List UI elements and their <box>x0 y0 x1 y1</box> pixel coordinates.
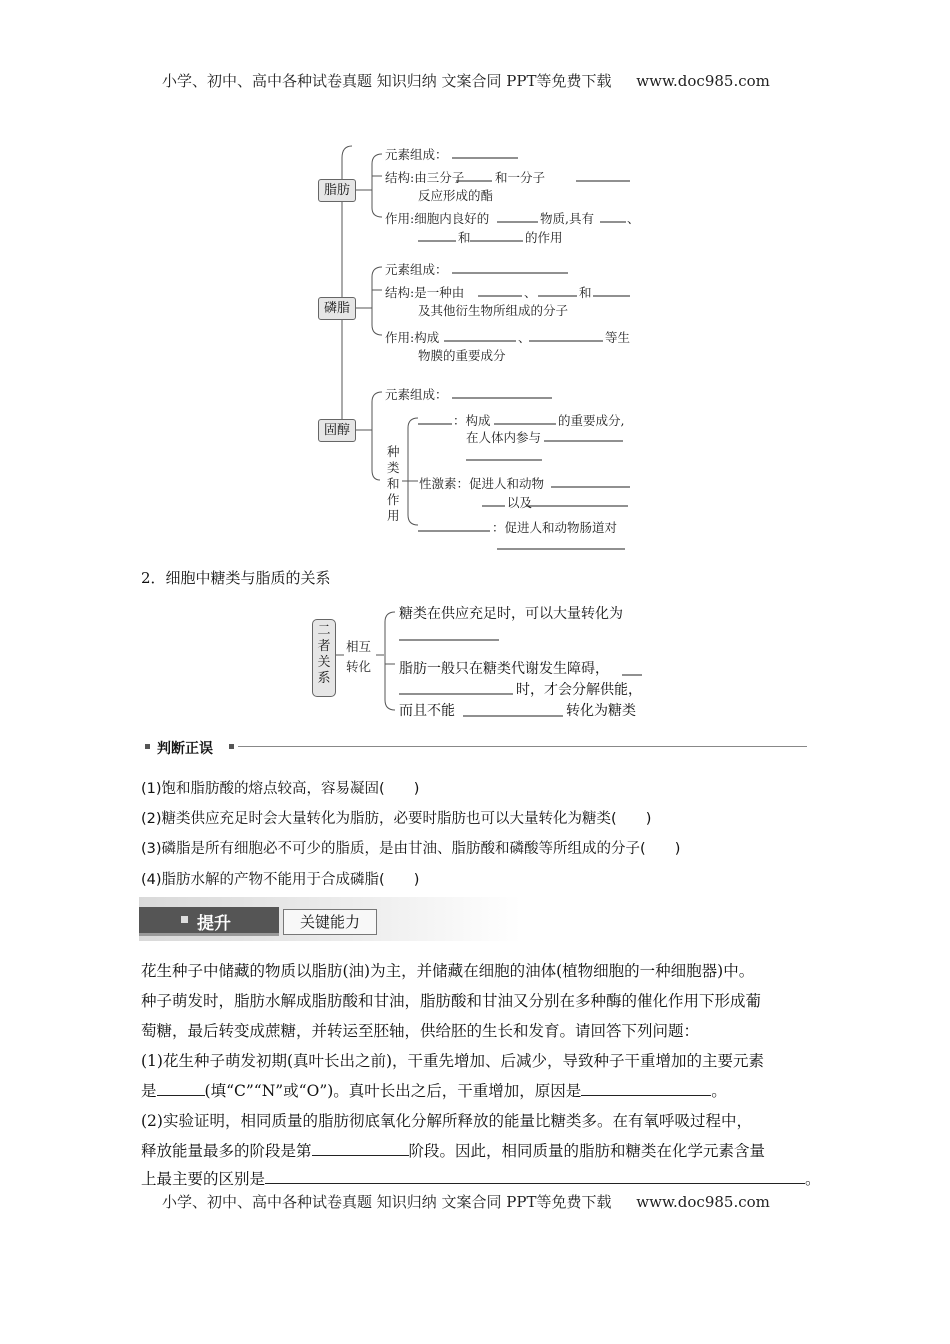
vitamin-d-a: ：促进人和动物肠道对 <box>492 520 618 535</box>
fat-elements: 元素组成： <box>385 147 448 162</box>
square-icon <box>145 744 150 749</box>
q2-text-d: 上最主要的区别是 <box>141 1170 266 1188</box>
sterol-kinds-char: 作 <box>387 492 400 507</box>
promote-banner <box>139 897 521 941</box>
q1-text-a: 是 <box>141 1082 157 1100</box>
judge-header <box>143 738 807 756</box>
problem-line: 种子萌发时，脂肪水解成脂肪酸和甘油，脂肪酸和甘油又分别在多种酶的催化作用下形成葡 <box>141 992 762 1010</box>
square-icon <box>229 744 234 749</box>
footer-url[interactable]: www.doc985.com <box>636 1193 770 1211</box>
cholesterol-a: ：构成 <box>453 413 491 428</box>
q2-line-b <box>141 1137 765 1167</box>
phospholipid-function-a: 作用:构成 <box>385 330 440 345</box>
banner-right-text: 关键能力 <box>299 913 360 931</box>
phospholipid-function-b: 、 <box>518 330 531 345</box>
relation-box <box>312 619 336 697</box>
q2-text-b: 释放能量最多的阶段是第 <box>141 1142 312 1160</box>
phospholipid-structure-d: 及其他衍生物所组成的分子 <box>418 303 569 318</box>
phospholipid-elements: 元素组成： <box>385 262 448 277</box>
relation-line4: 时，才会分解供能， <box>516 682 642 698</box>
q2-line: (2)实验证明，相同质量的脂肪彻底氧化分解所释放的能量比糖类多。在有氧呼吸过程中， <box>141 1112 752 1130</box>
problem-line: 花生种子中储藏的物质以脂肪(油)为主，并储藏在细胞的油体(植物细胞的一种细胞器)中。 <box>141 962 755 980</box>
judge-divider <box>238 746 807 747</box>
sex-hormone-a: 性激素：促进人和动物 <box>419 476 545 491</box>
fat-function-c: 、 <box>627 211 640 226</box>
section2-title: 2．细胞中糖类与脂质的关系 <box>141 569 331 587</box>
sterol-label: 固醇 <box>323 423 350 438</box>
fat-structure-c: 反应形成的酯 <box>418 188 494 203</box>
fat-function-d: 和 <box>458 230 471 245</box>
relation-line5b: 转化为糖类 <box>566 703 636 719</box>
mutual-label <box>346 637 371 677</box>
sterol-kinds-char: 用 <box>387 508 400 523</box>
relation-line5a: 而且不能 <box>399 703 455 719</box>
fat-label: 脂肪 <box>323 183 350 198</box>
mutual-line: 转化 <box>346 659 372 674</box>
cholesterol-c: 在人体内参与 <box>466 430 542 445</box>
q2-line-d <box>141 1165 821 1195</box>
judge-item: (4)脂肪水解的产物不能用于合成磷脂( ) <box>141 872 420 888</box>
phospholipid-label: 磷脂 <box>323 301 350 316</box>
fat-function-a: 作用:细胞内良好的 <box>385 211 490 226</box>
phospholipid-function-d: 物膜的重要成分 <box>418 348 506 363</box>
q2-blank-1[interactable] <box>312 1137 409 1156</box>
judge-item: (3)磷脂是所有细胞必不可少的脂质，是由甘油、脂肪酸和磷酸等所组成的分子( ) <box>141 841 681 857</box>
q1-line <box>141 1077 727 1107</box>
relation-char: 关 <box>317 655 331 670</box>
sterol-elements: 元素组成： <box>385 387 448 402</box>
sterol-kinds-char: 和 <box>387 476 400 491</box>
q1-text-b: (填“C”“N”或“O”)。真叶长出之后，干重增加，原因是 <box>204 1082 582 1100</box>
relation-char: 者 <box>317 639 331 654</box>
relation-char: 二 <box>317 623 331 638</box>
banner-right <box>283 909 377 935</box>
q2-text-e: 。 <box>805 1170 821 1188</box>
judge-title: 判断正误 <box>157 741 213 757</box>
banner-left-text: 提升 <box>197 914 231 934</box>
phospholipid-function-c: 等生 <box>605 330 631 345</box>
q1-text-c: 。 <box>711 1082 727 1100</box>
phospholipid-structure-a: 结构:是一种由 <box>385 285 465 300</box>
fat-function-b: 物质,具有 <box>540 211 594 226</box>
header-url[interactable]: www.doc985.com <box>636 72 770 90</box>
judge-item: (2)糖类供应充足时会大量转化为脂肪，必要时脂肪也可以大量转化为糖类( ) <box>141 811 652 827</box>
phospholipid-structure-b: 、 <box>524 285 537 300</box>
relation-char: 系 <box>317 671 331 686</box>
banner-left <box>139 907 279 936</box>
header-text: 小学、初中、高中各种试卷真题 知识归纳 文案合同 PPT等免费下载 <box>162 72 612 90</box>
relation-line1: 糖类在供应充足时，可以大量转化为 <box>399 606 623 622</box>
fat-structure-b: 和一分子 <box>495 170 546 185</box>
problem-line: 萄糖，最后转变成蔗糖，并转运至胚轴，供给胚的生长和发育。请回答下列问题： <box>141 1022 700 1040</box>
footer-text: 小学、初中、高中各种试卷真题 知识归纳 文案合同 PPT等免费下载 <box>162 1193 612 1211</box>
fat-function-e: 的作用 <box>525 230 563 245</box>
sex-hormone-b: 以及 <box>507 495 533 510</box>
problem-line: (1)花生种子萌发初期(真叶长出之前)，干重先增加、后减少，导致种子干重增加的主要元素 <box>141 1052 765 1070</box>
relation-line3: 脂肪一般只在糖类代谢发生障碍， <box>399 661 609 677</box>
sterol-kinds-char: 种 <box>387 444 400 459</box>
fat-structure-a: 结构:由三分子 <box>385 170 465 185</box>
square-icon <box>181 916 188 923</box>
phospholipid-structure-c: 和 <box>579 285 592 300</box>
sterol-kinds-char: 类 <box>387 460 400 475</box>
q1-blank-1[interactable] <box>157 1077 205 1096</box>
cholesterol-b: 的重要成分, <box>558 413 625 428</box>
judge-item: (1)饱和脂肪酸的熔点较高，容易凝固( ) <box>141 781 420 797</box>
q1-blank-2[interactable] <box>581 1077 711 1096</box>
q2-text-c: 阶段。因此，相同质量的脂肪和糖类在化学元素含量 <box>408 1142 766 1160</box>
q2-blank-2[interactable] <box>265 1165 805 1184</box>
mutual-line: 相互 <box>346 639 372 654</box>
